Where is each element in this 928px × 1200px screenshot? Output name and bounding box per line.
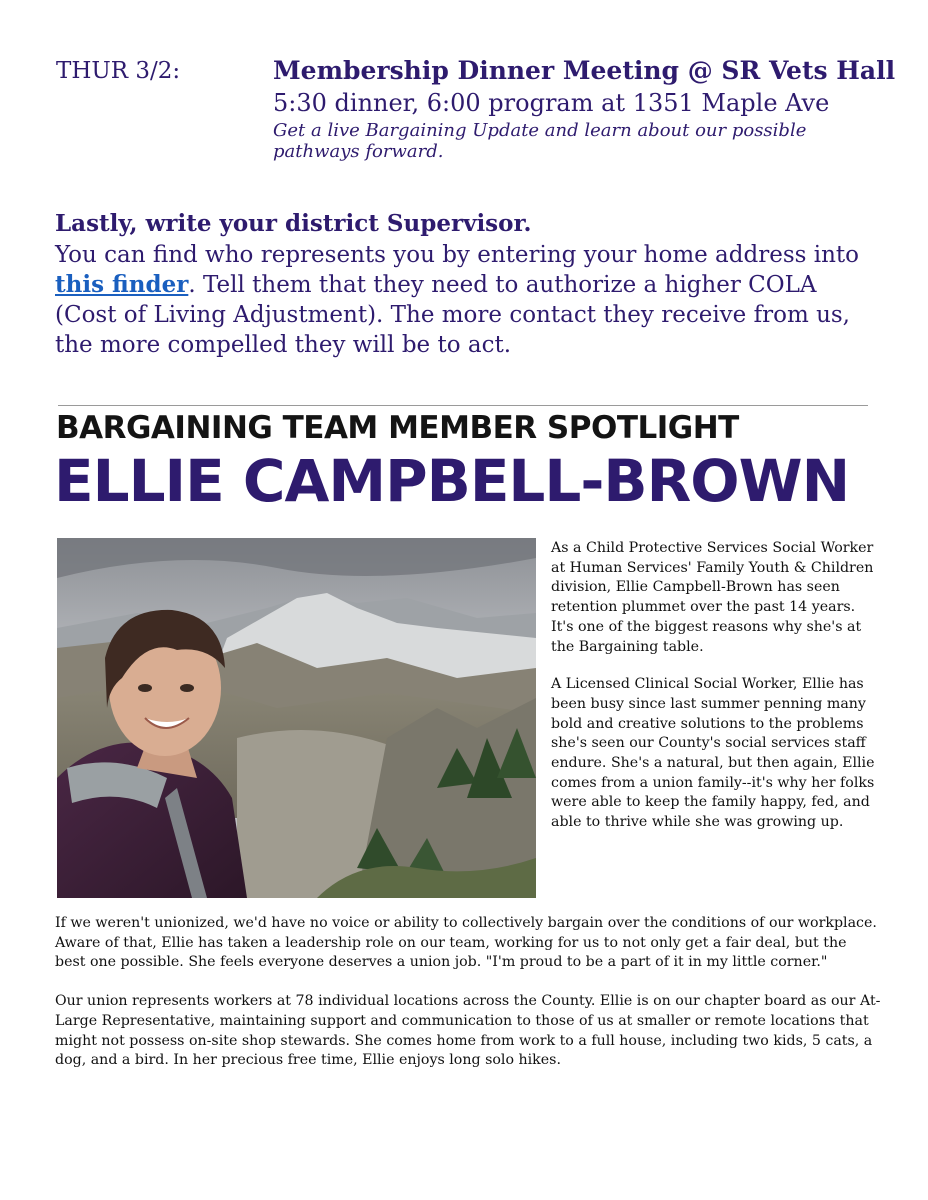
bio-paragraph: If we weren't unionized, we'd have no voice or ability to collectively bargain over the conditions of our workplace. Aware of that, Ellie has taken a leadership role on our team, working for us to not only get a fair deal, but the best one possible. She feels everyone deserves a union job. "I'm proud to be a part of it in my little corner." xyxy=(55,915,877,971)
event-description: Get a live Bargaining Update and learn about our possible pathways forward. xyxy=(273,120,807,162)
event-title: Membership Dinner Meeting @ SR Vets Hall xyxy=(273,56,896,85)
supervisor-body-text-end: . Tell them that they need to authorize a higher COLA (Cost of Living Adjustment). The more contact they receive from us, the more compelled they will be to act. xyxy=(55,272,850,358)
member-name: ELLIE CAMPBELL-BROWN xyxy=(54,447,850,515)
event-block xyxy=(273,55,896,162)
event-date: THUR 3/2: xyxy=(56,58,181,84)
spotlight-label: BARGAINING TEAM MEMBER SPOTLIGHT xyxy=(56,410,739,446)
finder-link[interactable]: this finder xyxy=(55,271,189,298)
bio-paragraph: As a Child Protective Services Social Worker at Human Services' Family Youth & Children division, Ellie Campbell-Brown has seen retention plummet over the past 14 years. It's one of the biggest reasons why she's at the Bargaining table. xyxy=(551,540,874,655)
member-photo xyxy=(57,538,536,898)
supervisor-body-text: You can find who represents you by entering your home address into xyxy=(55,242,860,268)
bio-side-column xyxy=(551,539,881,851)
supervisor-heading: Lastly, write your district Supervisor. xyxy=(55,210,532,237)
event-time: 5:30 dinner, 6:00 program at 1351 Maple Ave xyxy=(273,89,830,117)
supervisor-section xyxy=(55,208,875,360)
bio-paragraph: Our union represents workers at 78 individual locations across the County. Ellie is on our chapter board as our At-Large Representative, maintaining support and communication to those of us at smaller or remote locations that might not possess on-site shop stewards. She comes home from work to a full house, including two kids, 5 cats, a dog, and a bird. In her precious free time, Ellie enjoys long solo hikes. xyxy=(55,993,881,1069)
bio-paragraph: A Licensed Clinical Social Worker, Ellie has been busy since last summer penning many bold and creative solutions to the problems she's seen our County's social services staff endure. She's a natural, but then again, Ellie comes from a union family--it's why her folks were able to keep the family happy, fed, and able to thrive while she was growing up. xyxy=(551,676,875,831)
section-divider xyxy=(58,405,868,406)
supervisor-body xyxy=(55,240,875,360)
bio-full-width xyxy=(55,914,881,1090)
